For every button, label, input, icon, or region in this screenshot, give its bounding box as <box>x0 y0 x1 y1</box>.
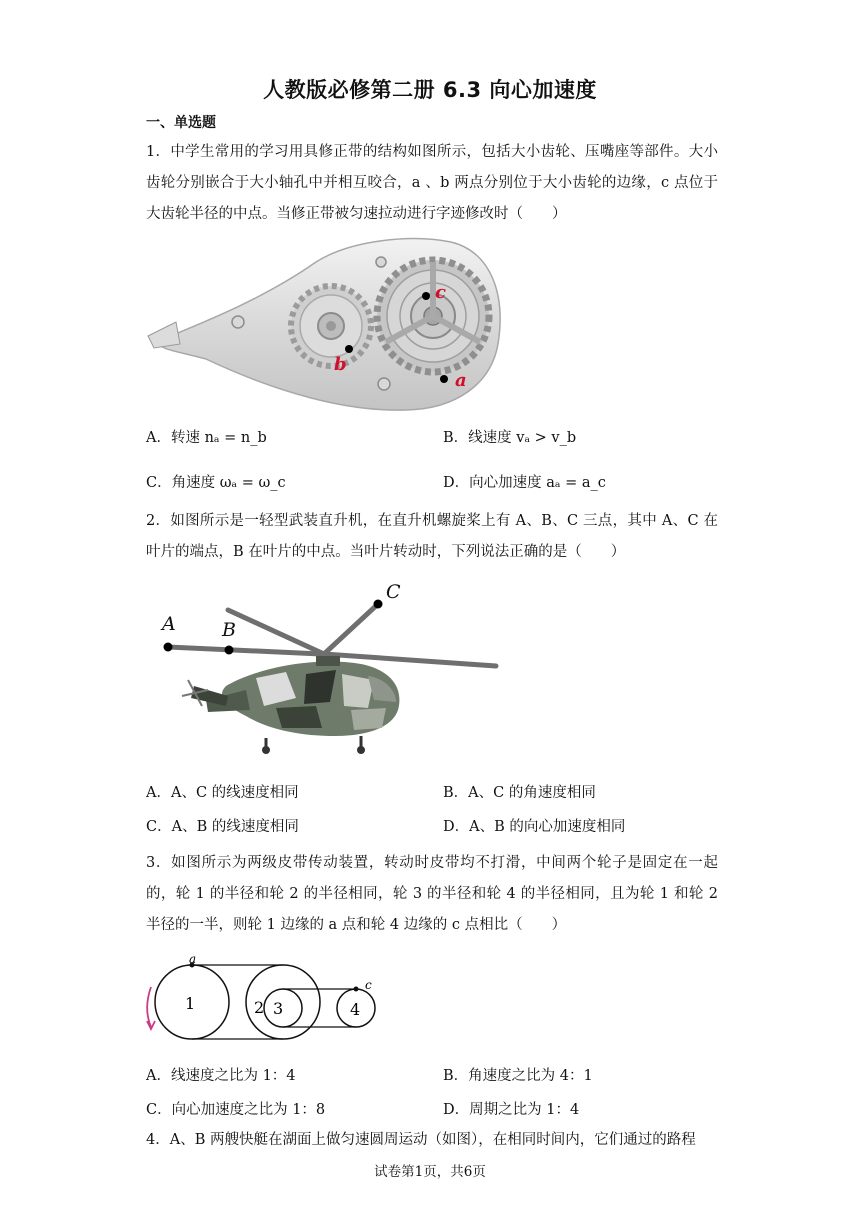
q1-option-b: B．线速度 vₐ > v_b <box>443 430 577 446</box>
q3-option-d: D．周期之比为 1：4 <box>443 1102 580 1118</box>
section-heading: 一、单选题 <box>146 115 216 131</box>
label-A: A <box>162 613 176 635</box>
label-a: a <box>455 370 467 391</box>
page-title: 人教版必修第二册 6.3 向心加速度 <box>263 78 597 102</box>
point-A-marker <box>164 643 173 652</box>
point-C-marker <box>374 600 383 609</box>
nozzle <box>148 322 180 348</box>
label-c: c <box>435 282 446 303</box>
q2-option-b: B．A、C 的角速度相同 <box>443 785 596 801</box>
label-wheel-4: 4 <box>350 1000 361 1019</box>
question-3-stem: 3．如图所示为两级皮带传动装置，转动时皮带均不打滑，中间两个轮子是固定在一起的，轮 1 的半径和轮 2 的半径相同，轮 3 的半径和轮 4 的半径相同，且为轮 1 和轮 2 半径的一半，则轮 1 边缘的 a 点和轮 4 边缘的 c 点相比（ ） <box>146 855 718 933</box>
point-B-marker <box>225 646 234 655</box>
rotor-blade-right <box>324 604 378 654</box>
label-wheel-2: 2 <box>254 998 265 1017</box>
label-B: B <box>222 619 236 641</box>
helicopter-body <box>182 656 399 754</box>
label-wheel-1: 1 <box>185 994 196 1013</box>
rotor-blade-left <box>168 647 321 654</box>
point-a-marker <box>440 375 448 383</box>
q3-option-b: B．角速度之比为 4：1 <box>443 1068 593 1084</box>
helicopter-figure <box>146 578 506 760</box>
q1-option-c: C．角速度 ωₐ = ω_c <box>146 475 286 491</box>
correction-tape-figure <box>146 234 506 414</box>
point-c-marker <box>422 292 430 300</box>
question-2-stem: 2．如图所示是一轻型武装直升机，在直升机螺旋桨上有 A、B、C 三点，其中 A、C 在叶片的端点，B 在叶片的中点。当叶片转动时，下列说法正确的是（ ） <box>146 513 718 560</box>
q1-option-d: D．向心加速度 aₐ = a_c <box>443 475 606 491</box>
q2-option-c: C．A、B 的线速度相同 <box>146 819 299 835</box>
question-4-stem: 4．A、B 两艘快艇在湖面上做匀速圆周运动（如图），在相同时间内，它们通过的路程 <box>146 1132 696 1148</box>
point-c-dot <box>354 987 359 992</box>
question-1-stem: 1．中学生常用的学习用具修正带的结构如图所示，包括大小齿轮、压嘴座等部件。大小齿轮分别嵌合于大小轴孔中并相互咬合，a 、b 两点分别位于大小齿轮的边缘，c 点位于大齿轮半径的中点。当修正带被匀速拉动进行字迹修改时（ ） <box>146 144 718 222</box>
label-C: C <box>386 581 401 603</box>
label-c: c <box>365 978 372 992</box>
label-b: b <box>334 354 347 375</box>
belt-drive-figure <box>140 955 390 1047</box>
q3-option-c: C．向心加速度之比为 1：8 <box>146 1102 326 1118</box>
point-b-marker <box>345 345 353 353</box>
large-gear <box>377 260 489 372</box>
q2-option-d: D．A、B 的向心加速度相同 <box>443 819 626 835</box>
label-wheel-3: 3 <box>273 999 284 1018</box>
q3-option-a: A．线速度之比为 1：4 <box>146 1068 296 1084</box>
q2-option-a: A．A、C 的线速度相同 <box>146 785 299 801</box>
small-gear <box>291 286 371 366</box>
page-footer: 试卷第1页，共6页 <box>374 1164 486 1180</box>
label-a: a <box>189 955 197 966</box>
q1-option-a: A．转速 nₐ = n_b <box>146 430 267 446</box>
